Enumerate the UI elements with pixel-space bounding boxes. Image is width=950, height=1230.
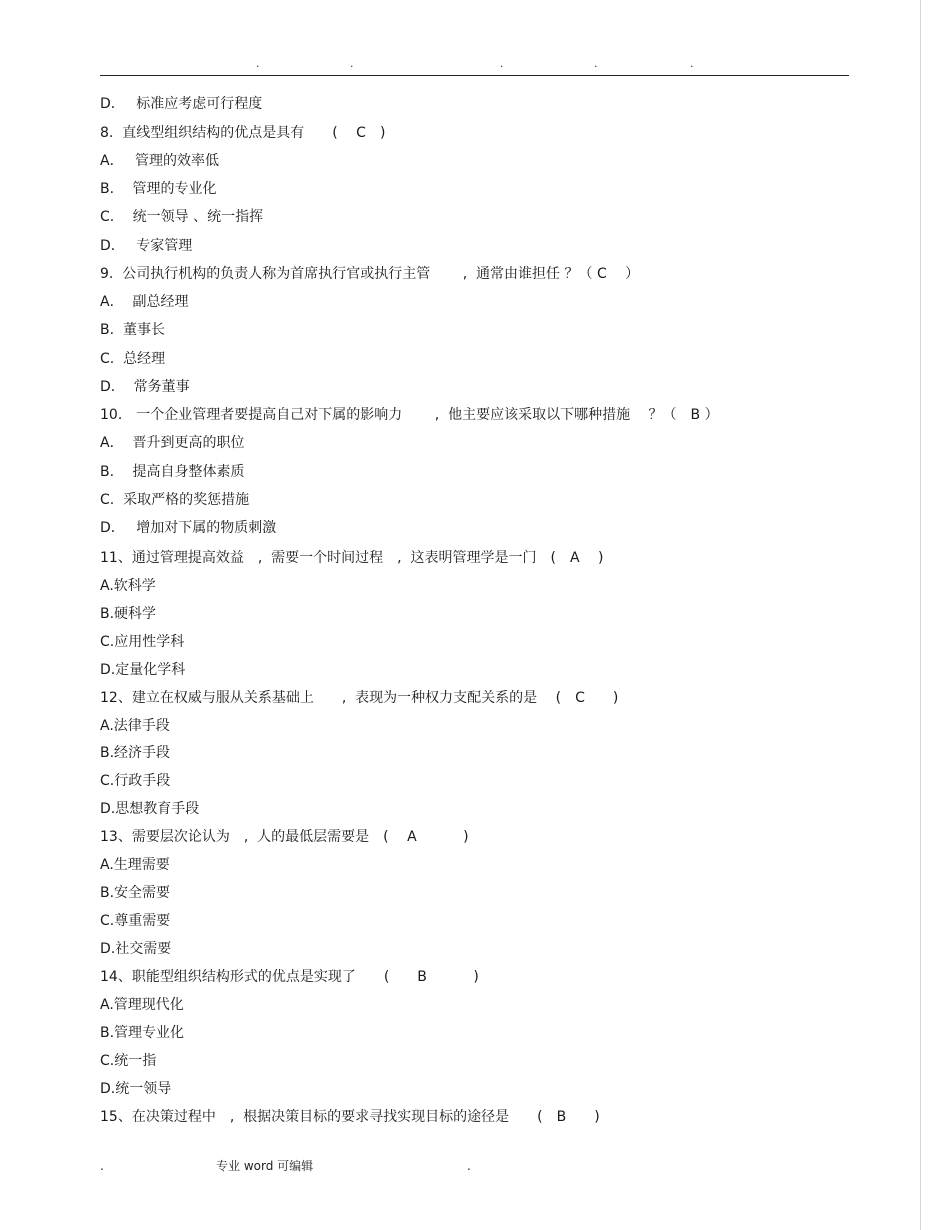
option-line: A.生理需要 (100, 857, 170, 873)
footer-dot: . (100, 1159, 104, 1173)
option-line: D． 增加对下属的物质刺激 (100, 520, 277, 536)
option-line: D.定量化学科 (100, 662, 186, 678)
header-dot: . (350, 57, 354, 70)
option-line: D.思想教育手段 (100, 801, 200, 817)
option-line: D.统一领导 (100, 1081, 172, 1097)
option-line: A． 管理的效率低 (100, 153, 220, 169)
option-line: B. 提高自身整体素质 (100, 464, 245, 480)
option-line: D.社交需要 (100, 941, 172, 957)
option-line: C.统一指 (100, 1053, 157, 1069)
header-rule (100, 75, 849, 76)
option-line: C. 采取严格的奖惩措施 (100, 492, 250, 508)
option-line: B.管理专业化 (100, 1025, 185, 1041)
option-line: C.应用性学科 (100, 634, 185, 650)
footer-dot: . (467, 1159, 471, 1173)
footer-label: 专业 word 可编辑 (216, 1159, 314, 1173)
option-line: A.软科学 (100, 578, 156, 594)
question-line: 14、职能型组织结构形式的优点是实现了 ( B ) (100, 969, 479, 985)
question-line: 13、需要层次论认为 , 人的最低层需要是 ( A ) (100, 829, 469, 845)
question-line: 9. 公司执行机构的负责人称为首席执行官或执行主管 , 通常由谁担任 ？（ C ） (100, 266, 640, 282)
page-right-edge (920, 0, 921, 1230)
question-line: 12、建立在权威与服从关系基础上 , 表现为一种权力支配关系的是 ( C ) (100, 690, 619, 706)
option-line: A.法律手段 (100, 718, 170, 734)
question-line: 10． 一个企业管理者要提高自己对下属的影响力 , 他主要应该采取以下哪种措施 ？（ B ） (100, 407, 719, 423)
option-line: A.管理现代化 (100, 997, 184, 1013)
option-line: D． 标准应考虑可行程度 (100, 96, 263, 112)
option-line: D． 专家管理 (100, 238, 193, 254)
option-line: B. 董事长 (100, 322, 165, 338)
question-line: 11、通过管理提高效益 , 需要一个时间过程 , 这表明管理学是一门 ( A ) (100, 550, 604, 566)
option-line: A． 副总经理 (100, 294, 189, 310)
question-line: 15、在决策过程中 , 根据决策目标的要求寻找实现目标的途径是 ( B ) (100, 1109, 600, 1125)
option-line: D． 常务董事 (100, 379, 190, 395)
option-line: B.硬科学 (100, 606, 157, 622)
option-line: B.经济手段 (100, 745, 171, 761)
option-line: C.尊重需要 (100, 913, 171, 929)
question-line: 8. 直线型组织结构的优点是具有 ( C ) (100, 125, 386, 141)
option-line: A． 晋升到更高的职位 (100, 435, 245, 451)
page-footer (0, 1158, 950, 1174)
header-dot: . (690, 57, 694, 70)
option-line: B. 管理的专业化 (100, 181, 217, 197)
option-line: C.行政手段 (100, 773, 171, 789)
option-line: B.安全需要 (100, 885, 171, 901)
header-dot: . (256, 57, 260, 70)
option-line: C. 总经理 (100, 351, 166, 367)
header-dots (0, 58, 950, 70)
header-dot: . (500, 57, 504, 70)
option-line: C. 统一领导 、统一指挥 (100, 209, 264, 225)
header-dot: . (594, 57, 598, 70)
